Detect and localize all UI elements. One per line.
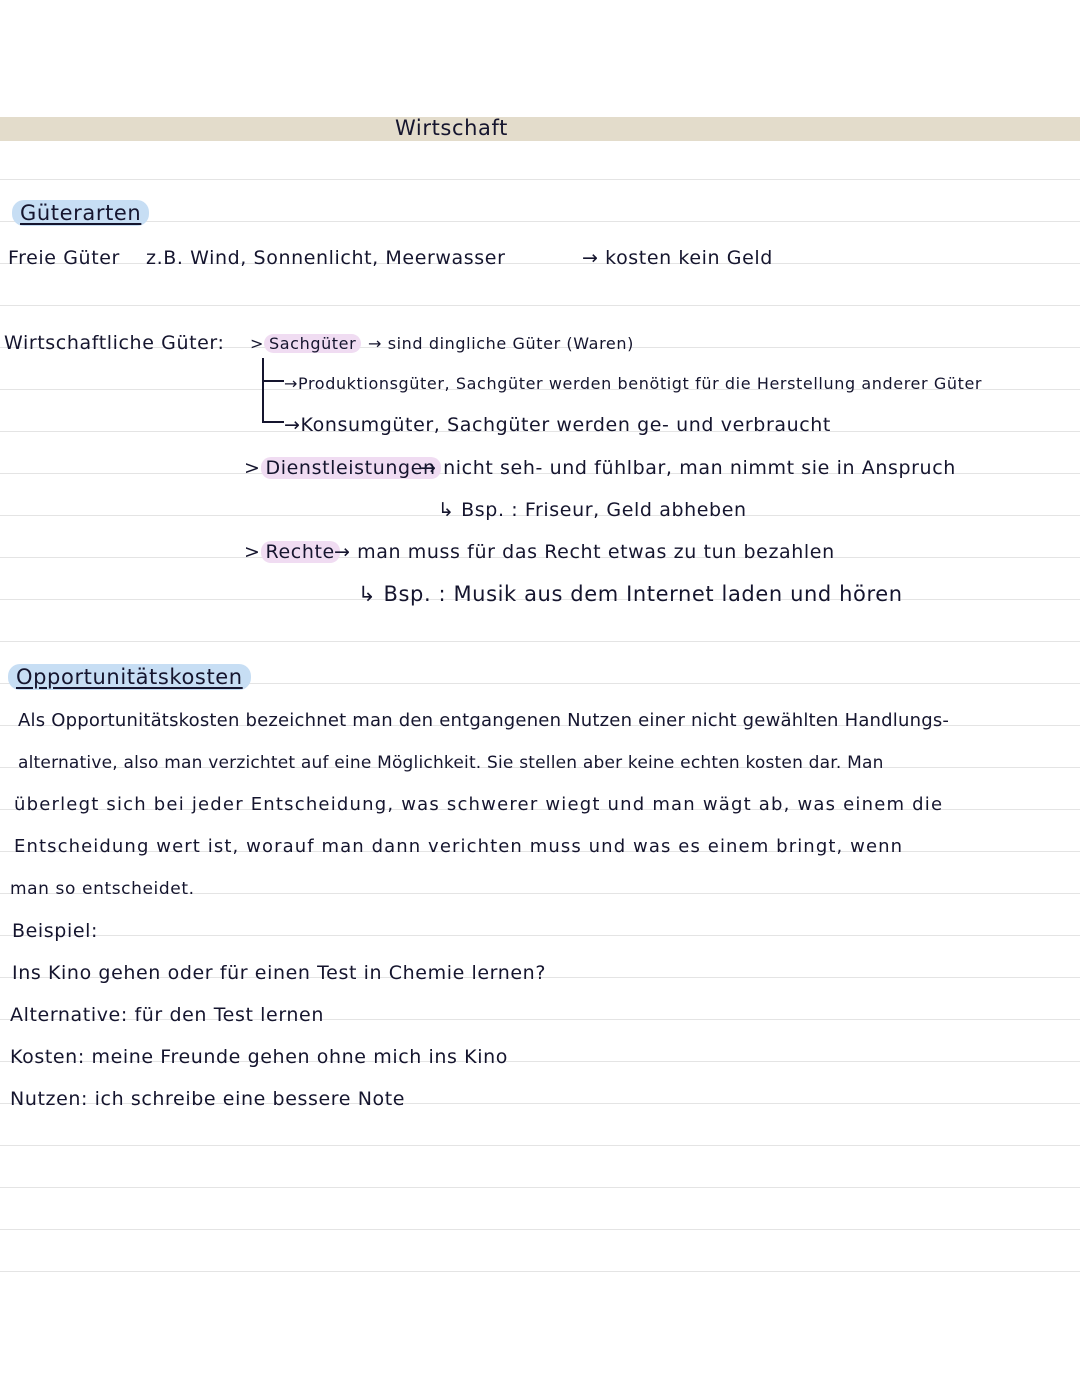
dienstleistungen-prefix: > bbox=[244, 457, 261, 479]
sachgueter-branch bbox=[262, 421, 284, 423]
paragraph-line-5: man so entscheidet. bbox=[10, 879, 195, 899]
freie-gueter-examples: z.B. Wind, Sonnenlicht, Meerwasser bbox=[146, 247, 506, 269]
ruled-line bbox=[0, 1187, 1080, 1188]
paragraph-line-4: Entscheidung wert ist, worauf man dann verichten muss und was es einem bringt, wenn bbox=[14, 836, 904, 857]
paragraph-line-3: überlegt sich bei jeder Entscheidung, was schwerer wiegt und man wägt ab, was einem die bbox=[14, 794, 944, 815]
freie-gueter-result: → kosten kein Geld bbox=[582, 247, 773, 269]
ruled-line bbox=[0, 1229, 1080, 1230]
ruled-line bbox=[0, 305, 1080, 306]
beispiel-kosten: Kosten: meine Freunde gehen ohne mich ins Kino bbox=[10, 1046, 508, 1068]
gueterarten-heading bbox=[12, 201, 149, 225]
dienstleistungen-entry bbox=[244, 456, 441, 480]
ruled-line bbox=[0, 179, 1080, 180]
sachgueter-label: Sachgüter bbox=[264, 334, 361, 353]
beispiel-alternative: Alternative: für den Test lernen bbox=[10, 1004, 324, 1026]
rechte-entry bbox=[244, 540, 340, 564]
beispiel-nutzen: Nutzen: ich schreibe eine bessere Note bbox=[10, 1088, 406, 1110]
sachgueter-bracket bbox=[262, 358, 264, 422]
ruled-line bbox=[0, 1145, 1080, 1146]
dienstleistungen-label: Dienstleistungen bbox=[261, 457, 441, 479]
paragraph-line-1: Als Opportunitätskosten bezeichnet man den entgangenen Nutzen einer nicht gewählten Handlungs- bbox=[18, 710, 950, 731]
dienstleistungen-example: ↳ Bsp. : Friseur, Geld abheben bbox=[438, 499, 747, 521]
ruled-line bbox=[0, 641, 1080, 642]
beispiel-frage: Ins Kino gehen oder für einen Test in Chemie lernen? bbox=[12, 962, 547, 984]
paragraph-line-2: alternative, also man verzichtet auf eine Möglichkeit. Sie stellen aber keine echten kosten dar. Man bbox=[18, 753, 884, 773]
rechte-desc: → man muss für das Recht etwas zu tun bezahlen bbox=[334, 541, 835, 563]
sachgueter-desc: → sind dingliche Güter (Waren) bbox=[368, 334, 634, 353]
ruled-line bbox=[0, 935, 1080, 936]
gueterarten-heading-text: Güterarten bbox=[12, 200, 149, 226]
sachgueter-entry bbox=[250, 332, 361, 356]
opportunitaet-heading-text: Opportunitätskosten bbox=[8, 664, 251, 690]
freie-gueter-label: Freie Güter bbox=[8, 247, 120, 269]
ruled-line bbox=[0, 1271, 1080, 1272]
rechte-label: Rechte bbox=[261, 541, 340, 563]
sachgueter-prefix: > bbox=[250, 334, 265, 353]
beispiel-label: Beispiel: bbox=[12, 920, 99, 942]
rechte-prefix: > bbox=[244, 541, 261, 563]
produktionsgueter-line: →Produktionsgüter, Sachgüter werden benötigt für die Herstellung anderer Güter bbox=[284, 374, 983, 393]
page-title: Wirtschaft bbox=[395, 116, 508, 140]
title-band bbox=[0, 117, 1080, 141]
wirtschaftliche-gueter-label: Wirtschaftliche Güter: bbox=[4, 332, 225, 354]
opportunitaet-heading bbox=[8, 665, 251, 689]
rechte-example: ↳ Bsp. : Musik aus dem Internet laden und hören bbox=[358, 582, 903, 606]
dienstleistungen-desc: → nicht seh- und fühlbar, man nimmt sie in Anspruch bbox=[420, 457, 956, 479]
sachgueter-branch bbox=[262, 380, 284, 382]
konsumgueter-line: →Konsumgüter, Sachgüter werden ge- und verbraucht bbox=[284, 414, 831, 436]
ruled-line bbox=[0, 221, 1080, 222]
